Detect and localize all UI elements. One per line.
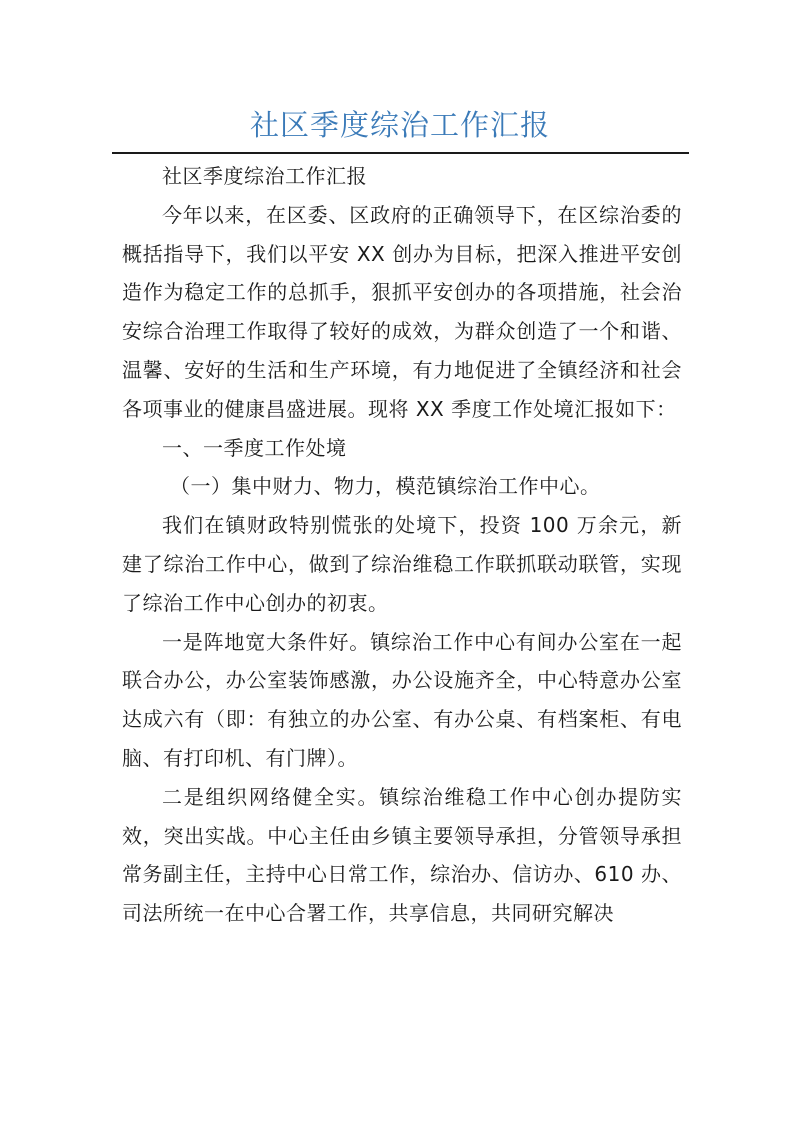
document-body [122,157,682,933]
paragraph-point-two: 二是组织网络健全实。镇综治维稳工作中心创办提防实效，突出实战。中心主任由乡镇主要领导承担，分管领导承担常务副主任，主持中心日常工作，综治办、信访办、610 办、司法所统一在中心合署工作，共享信息，共同研究解决 [122,784,682,926]
body-heading: 社区季度综治工作汇报 [162,164,367,188]
title-divider [112,152,689,154]
paragraph-investment: 我们在镇财政特别慌张的处境下，投资 100 万余元，新建了综治工作中心，做到了综治维稳工作联抓联动联管，实现了综治工作中心创办的初衷。 [122,513,682,615]
paragraph-intro: 今年以来，在区委、区政府的正确领导下，在区综治委的概括指导下，我们以平安 XX 创办为目标，把深入推进平安创造作为稳定工作的总抓手，狠抓平安创办的各项措施，社会治安综合治理工作取得了较好的成效，为群众创造了一个和谐、温馨、安好的生活和生产环境，有力地促进了全镇经济和社会各项事业的健康昌盛进展。现将 XX 季度工作处境汇报如下： [122,202,682,421]
document-title: 社区季度综治工作汇报 [249,108,550,142]
section-heading: 一、一季度工作处境 [162,435,347,460]
subsection-heading: （一）集中财力、物力，模范镇综治工作中心。 [170,474,601,499]
paragraph-point-one: 一是阵地宽大条件好。镇综治工作中心有间办公室在一起联合办公，办公室装饰感激，办公设施齐全，中心特意办公室达成六有（即：有独立的办公室、有办公桌、有档案柜、有电脑、有打印机、有门牌）。 [122,629,682,770]
